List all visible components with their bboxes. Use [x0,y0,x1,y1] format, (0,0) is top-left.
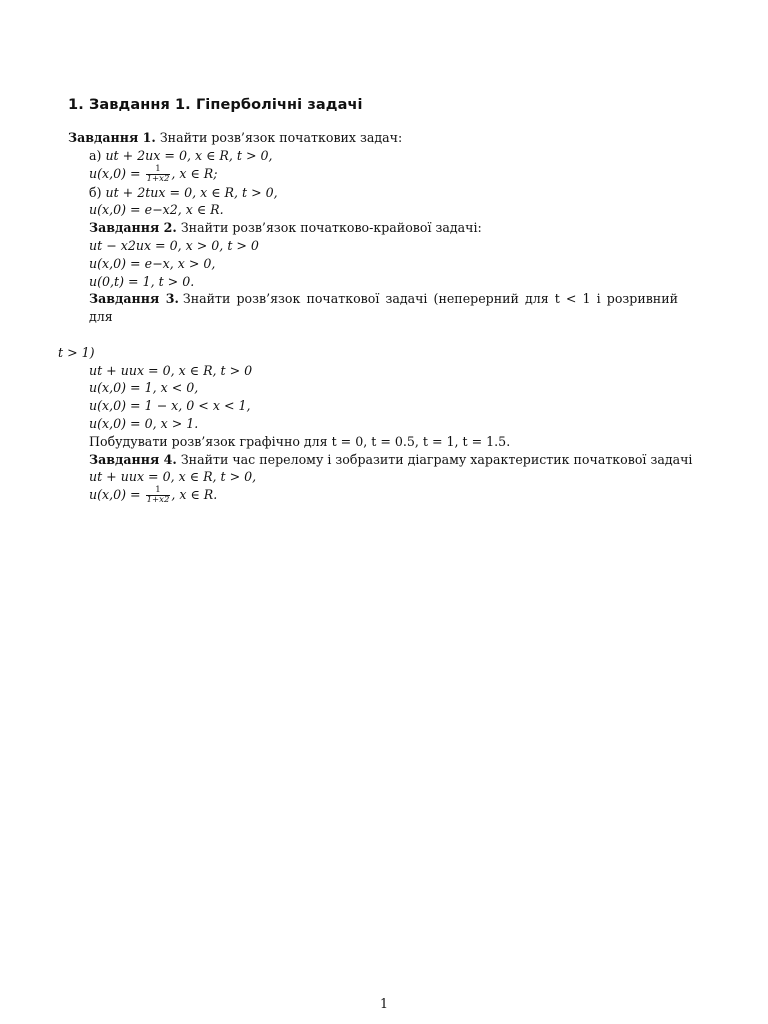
task-3-equation: ut + uux = 0, x ∈ R, t > 0 [89,362,253,378]
task-2-label: Завдання 2. [89,220,177,236]
task-3-condition-2: u(x,0) = 1 − x, 0 < x < 1, [89,398,251,414]
task-2-text: Знайти розв’язок початково-крайової задачі: [180,220,482,236]
task-1-label: Завдання 1. [68,130,156,145]
task-1a-ic-left: u(x,0) = [89,165,145,181]
task-4-label: Завдання 4. [89,451,177,467]
task-4-text: Знайти час перелому і зобразити діаграму характеристик початкової задачі [180,451,693,467]
task-4-initial-condition [68,486,678,505]
task-1a-ic-right: , x ∈ R; [171,165,218,181]
section-title: 1. Завдання 1. Гіперболічні задачі [68,97,363,113]
task-1b-ic-math: u(x,0) = e−x2, x ∈ R. [89,202,224,218]
task-2-equation: ut − x2ux = 0, x > 0, t > 0 [89,237,259,253]
task-1b-equation [68,184,678,202]
task-1a-equation [68,147,678,165]
task-4-equation: ut + uux = 0, x ∈ R, t > 0, [89,469,257,485]
page-number: 1 [379,996,388,1011]
problem-list [58,129,693,506]
task-3-note: Побудувати розв’язок графічно для t = 0, t = 0.5, t = 1, t = 1.5. [89,433,511,449]
fraction [146,486,171,505]
task-3-condition-1: u(x,0) = 1, x < 0, [89,380,199,396]
task-4-heading [68,451,693,469]
task-1b-initial-condition [68,201,678,219]
task-3-label: Завдання 3. [89,291,179,307]
fraction [146,165,171,184]
task-1b-prefix: б) [89,184,106,200]
fraction-numerator: 1 [146,486,171,496]
task-4-ic-left: u(x,0) = [89,487,145,503]
task-1a-math: ut + 2ux = 0, x ∈ R, t > 0, [105,147,273,163]
task-3-condition-3: u(x,0) = 0, x > 1. [89,415,199,431]
task-1-heading [68,129,678,147]
task-2-initial-condition: u(x,0) = e−x, x > 0, [89,255,216,271]
task-1a-prefix: а) [89,147,106,163]
task-3-text: Знайти розв’язок початкової задачі (неперерний для t < 1 і розривний для [89,291,678,325]
fraction-numerator: 1 [146,165,171,175]
task-1b-math: ut + 2tux = 0, x ∈ R, t > 0, [105,184,278,200]
task-1a-initial-condition [68,165,678,184]
task-2-heading [68,219,678,237]
task-4-ic-right: , x ∈ R. [171,487,218,503]
fraction-denominator: 1+x2 [146,495,170,506]
task-3-text-continuation: t > 1) [58,344,95,360]
task-2-boundary-condition: u(0,t) = 1, t > 0. [89,273,195,289]
task-3-heading [68,290,678,343]
fraction-denominator: 1+x2 [146,173,170,184]
task-1-text: Знайти розв’язок початкових задач: [159,130,403,145]
